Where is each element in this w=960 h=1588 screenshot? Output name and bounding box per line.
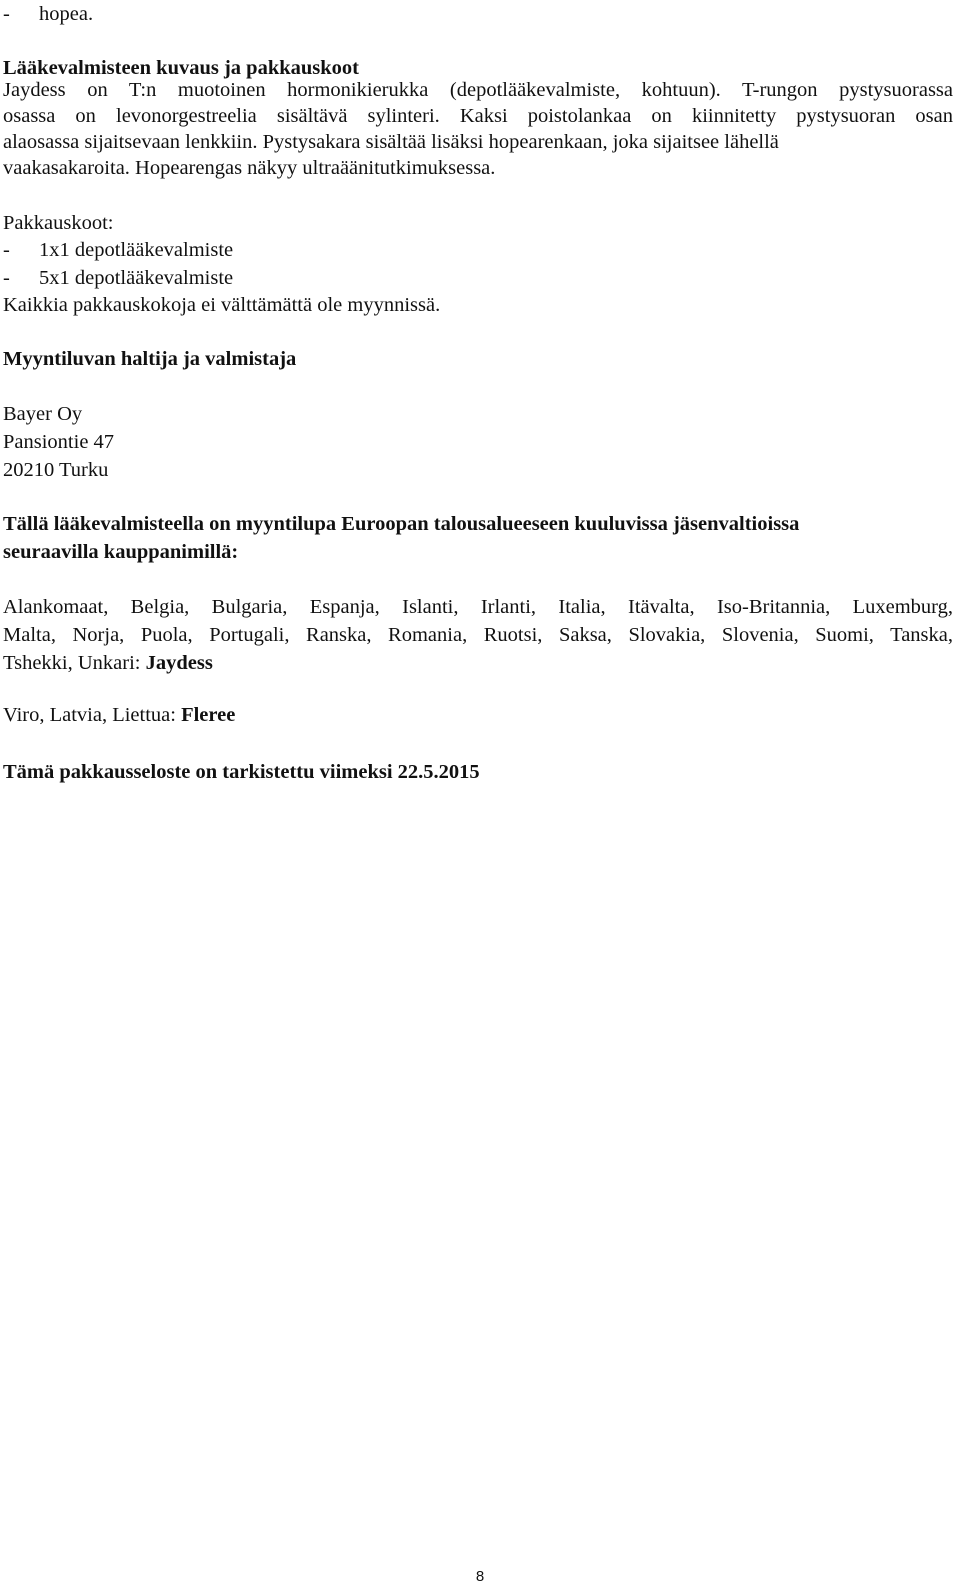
address-line: 20210 Turku (3, 459, 109, 481)
trade-name-jaydess: Jaydess (145, 652, 213, 674)
paragraph-line: alaosassa sijaitsevaan lenkkiin. Pystysakara sisältää lisäksi hopearenkaan, joka sijaitsee lähellä (3, 131, 779, 153)
list-dash: - (3, 239, 10, 261)
list-item-text: hopea. (39, 3, 94, 25)
list-item (3, 268, 233, 289)
countries-text: Tshekki, Unkari: (3, 652, 146, 674)
list-item (3, 4, 93, 25)
countries-line: Alankomaat, Belgia, Bulgaria, Espanja, Islanti, Irlanti, Italia, Itävalta, Iso-Britannia, Luxemburg, (3, 596, 953, 618)
list-dash: - (3, 267, 10, 289)
address-line: Bayer Oy (3, 403, 83, 425)
address-line: Pansiontie 47 (3, 431, 115, 453)
list-item (3, 240, 233, 261)
list-dash: - (3, 3, 10, 25)
trade-name-fleree: Fleree (181, 704, 236, 726)
section-heading-description: Lääkevalmisteen kuvaus ja pakkauskoot (3, 57, 359, 79)
page-number: 8 (475, 1568, 485, 1585)
section-heading-holder: Myyntiluvan haltija ja valmistaja (3, 348, 297, 370)
revision-date: Tämä pakkausseloste on tarkistettu viimeksi 22.5.2015 (3, 761, 480, 783)
countries-line (3, 653, 213, 674)
paragraph-line: osassa on levonorgestreelia sisältävä sylinteri. Kaksi poistolankaa on kiinnitetty pystysuoran osan (3, 105, 953, 127)
section-heading-trade-names: seuraavilla kauppanimillä: (3, 541, 239, 563)
countries-line: Malta, Norja, Puola, Portugali, Ranska, Romania, Ruotsi, Saksa, Slovakia, Slovenia, Suomi, Tanska, (3, 624, 953, 646)
pack-sizes-label: Pakkauskoot: (3, 212, 114, 234)
section-heading-trade-names: Tällä lääkevalmisteella on myyntilupa Euroopan talousalueeseen kuuluvissa jäsenvaltioissa (3, 513, 800, 535)
list-item-text: 1x1 depotlääkevalmiste (39, 239, 234, 261)
baltic-line (3, 705, 235, 726)
baltic-countries: Viro, Latvia, Liettua: (3, 704, 182, 726)
pack-sizes-note: Kaikkia pakkauskokoja ei välttämättä ole myynnissä. (3, 294, 441, 316)
paragraph-line: Jaydess on T:n muotoinen hormonikierukka (depotlääkevalmiste, kohtuun). T-rungon pystysuorassa (3, 79, 953, 101)
paragraph-line: vaakasakaroita. Hopearengas näkyy ultraäänitutkimuksessa. (3, 157, 496, 179)
list-item-text: 5x1 depotlääkevalmiste (39, 267, 234, 289)
